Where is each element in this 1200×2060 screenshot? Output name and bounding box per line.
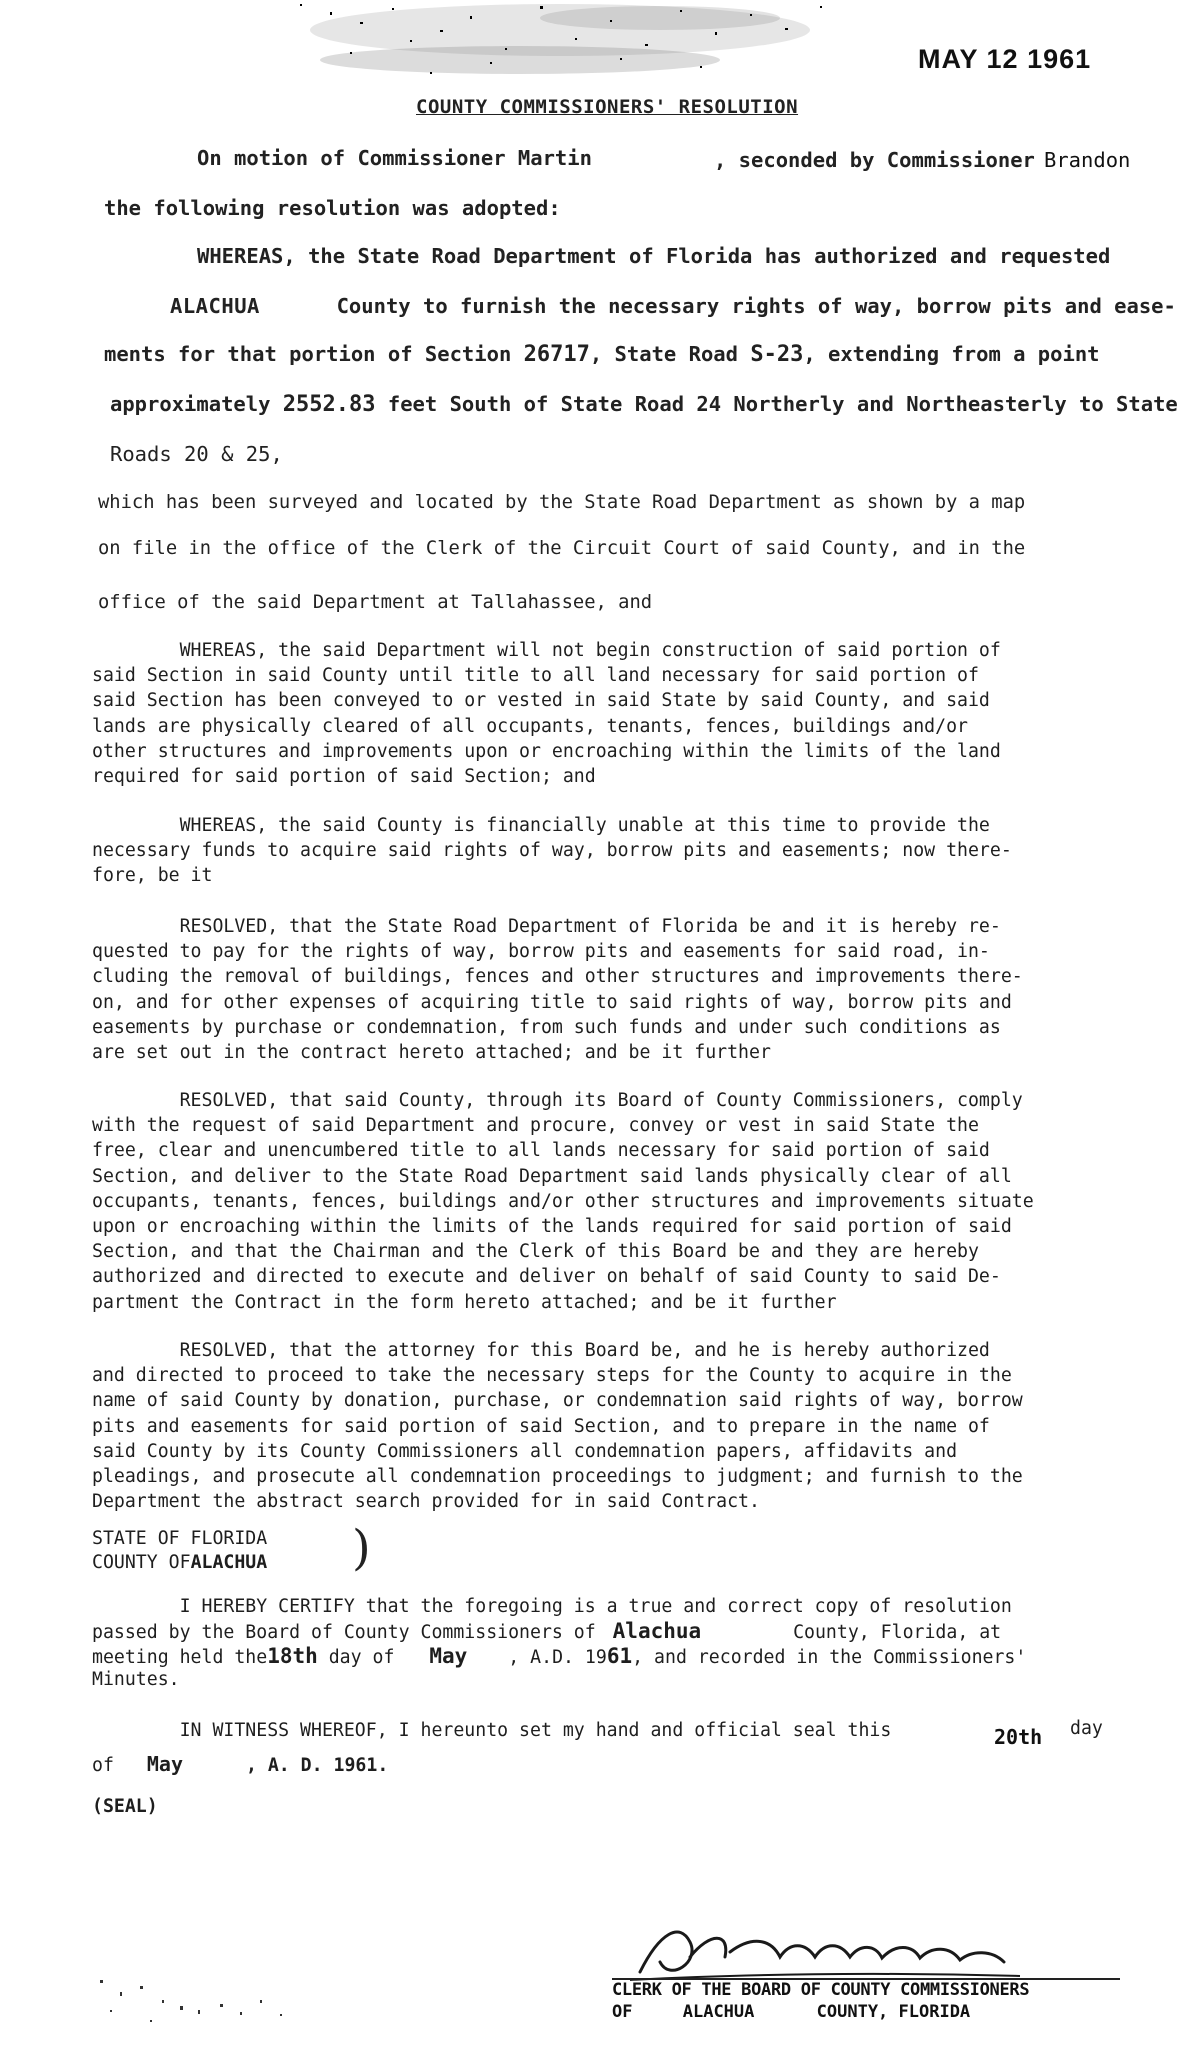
witness-of: of: [92, 1755, 114, 1776]
meeting-year: 61: [606, 1644, 633, 1668]
witness-month: May: [146, 1752, 183, 1776]
received-date-stamp: MAY 12 1961: [918, 44, 1092, 74]
whereas1-line3-prefix: ments for that portion of Section: [104, 342, 512, 366]
witness-day: 20th: [994, 1725, 1043, 1749]
seconder-name: Brandon: [1044, 148, 1131, 172]
whereas1-line3-mid: , State Road: [589, 342, 738, 366]
venue-county: [92, 1552, 267, 1573]
certify-line2: [92, 1619, 1001, 1643]
witness-text: IN WITNESS WHEREOF, I hereunto set my hand and official seal this: [92, 1720, 892, 1741]
seal-label: (SEAL): [92, 1796, 158, 1817]
certify-line3-mid: day of: [328, 1647, 395, 1668]
certify-county: Alachua: [612, 1619, 702, 1643]
venue-county-prefix: COUNTY OF: [92, 1552, 191, 1573]
resolved3-paragraph: RESOLVED, that the attorney for this Board be, and he is hereby authorized and directed to proceed to take the necessary steps for the County to acquire in the name of said County by donation, purchase, or condemnation said rights of way, borrow pits and easements for said portion of said Section, and to prepare in the name of said County by its County Commissioners all condemnation papers, affidavits and pleadings, and prosecute all condemnation proceedings to judgment; and furnish to the Department the abstract search provided for in said Contract.: [92, 1340, 1023, 1513]
whereas2-paragraph: WHEREAS, the said Department will not begin construction of said portion of said Section in said County until title to all land necessary for said portion of said Section has been conveyed to or vested in said State by said County, and said lands are physically cleared of all occupants, tenants, fences, buildings and/or other structures and improvements upon or encroaching within the limits of the land required for said portion of said Section; and: [92, 640, 1001, 788]
whereas1-line5: Roads 20 & 25,: [110, 442, 283, 466]
certify-line2-prefix: passed by the Board of County Commissioners of: [92, 1622, 596, 1643]
witness-line1: [92, 1720, 891, 1741]
county-filled: ALACHUA: [170, 294, 260, 318]
whereas1-line4-rest: feet South of State Road 24 Northerly and Northeasterly to State: [387, 392, 1178, 416]
certify-line3-year-prefix: , A.D. 19: [508, 1647, 607, 1668]
whereas1-line4-prefix: approximately: [110, 392, 271, 416]
witness-line2: [92, 1752, 388, 1776]
scan-noise-bottom: [80, 1970, 480, 2050]
distance-value: 2552.83: [282, 392, 376, 417]
certify-line3-prefix: meeting held the: [92, 1647, 268, 1668]
clerk-of: OF: [612, 2002, 633, 2022]
certify-line2-rest: County, Florida, at: [793, 1622, 1002, 1643]
clerk-county-state: COUNTY, FLORIDA: [816, 2002, 971, 2022]
whereas1-line6: which has been surveyed and located by the State Road Department as shown by a map: [98, 492, 1026, 513]
resolved2-paragraph: RESOLVED, that said County, through its Board of County Commissioners, comply with the request of said Department and procure, convey or vest in said State the free, clear and unencumbered title to all lands necessary for said portion of said Section, and deliver to the State Road Department said lands physically clear of all occupants, tenants, fences, buildings and/or other structures and improvements situate upon or encroaching within the limits of the lands required for said portion of said Section, and that the Chairman and the Clerk of this Board be and they are hereby authorized and directed to execute and deliver on behalf of said County to said De- partment the Contract in the form hereto attached; and be it further: [92, 1090, 1034, 1313]
meeting-day: 18th: [267, 1644, 318, 1668]
motion-line-2: the following resolution was adopted:: [104, 196, 561, 220]
mover-name: Martin: [517, 146, 592, 170]
whereas1-line4: [110, 392, 1178, 417]
certify-line3: [92, 1644, 1026, 1668]
whereas3-paragraph: WHEREAS, the said County is financially unable at this time to provide the necessary funds to acquire said rights of way, borrow pits and easements; now there- fore, be it: [92, 815, 1012, 887]
motion-line: [197, 146, 592, 170]
resolved1-paragraph: RESOLVED, that the State Road Department of Florida be and it is hereby re- quested to pay for the rights of way, borrow pits and easements for said road, in- cluding the removal of buildings, fences and other structures and improvements there- on, and for other expenses of acquiring title to said rights of way, borrow pits and easements by purchase or condemnation, from such funds and under such conditions as are set out in the contract hereto attached; and be it further: [92, 916, 1023, 1064]
motion-prefix: On motion of Commissioner: [197, 146, 506, 170]
whereas1-line8: office of the said Department at Tallahassee, and: [98, 592, 653, 613]
meeting-month: May: [429, 1644, 468, 1668]
seconded-by: , seconded by Commissioner: [714, 148, 1035, 172]
certify-line1: I HEREBY CERTIFY that the foregoing is a true and correct copy of resolution: [92, 1596, 1012, 1617]
whereas1-line2: [170, 294, 1176, 318]
whereas1-line2-rest: County to furnish the necessary rights of way, borrow pits and ease-: [336, 294, 1176, 318]
whereas1-line3-rest: , extending from a point: [803, 342, 1100, 366]
clerk-title-line1: CLERK OF THE BOARD OF COUNTY COMMISSIONERS: [612, 1980, 1030, 2000]
clerk-title-line2: [612, 2002, 970, 2022]
road-number: S-23: [750, 342, 804, 367]
whereas1-line3: [104, 342, 1100, 367]
venue-county-name: ALACHUA: [190, 1552, 268, 1573]
certify-line4: Minutes.: [92, 1669, 180, 1690]
venue-brace: ): [352, 1520, 371, 1576]
certify-line3-rest: , and recorded in the Commissioners': [632, 1647, 1027, 1668]
witness-year: , A. D. 1961.: [245, 1755, 389, 1776]
section-number: 26717: [523, 342, 590, 367]
whereas1-line1: WHEREAS, the State Road Department of Florida has authorized and requested: [197, 244, 1111, 268]
whereas1-line7: on file in the office of the Clerk of the Circuit Court of said County, and in the: [98, 538, 1026, 559]
venue-state: STATE OF FLORIDA: [92, 1528, 268, 1549]
clerk-county: ALACHUA: [682, 2002, 755, 2022]
witness-day-word: day: [1070, 1718, 1103, 1739]
document-title: COUNTY COMMISSIONERS' RESOLUTION: [416, 96, 799, 118]
